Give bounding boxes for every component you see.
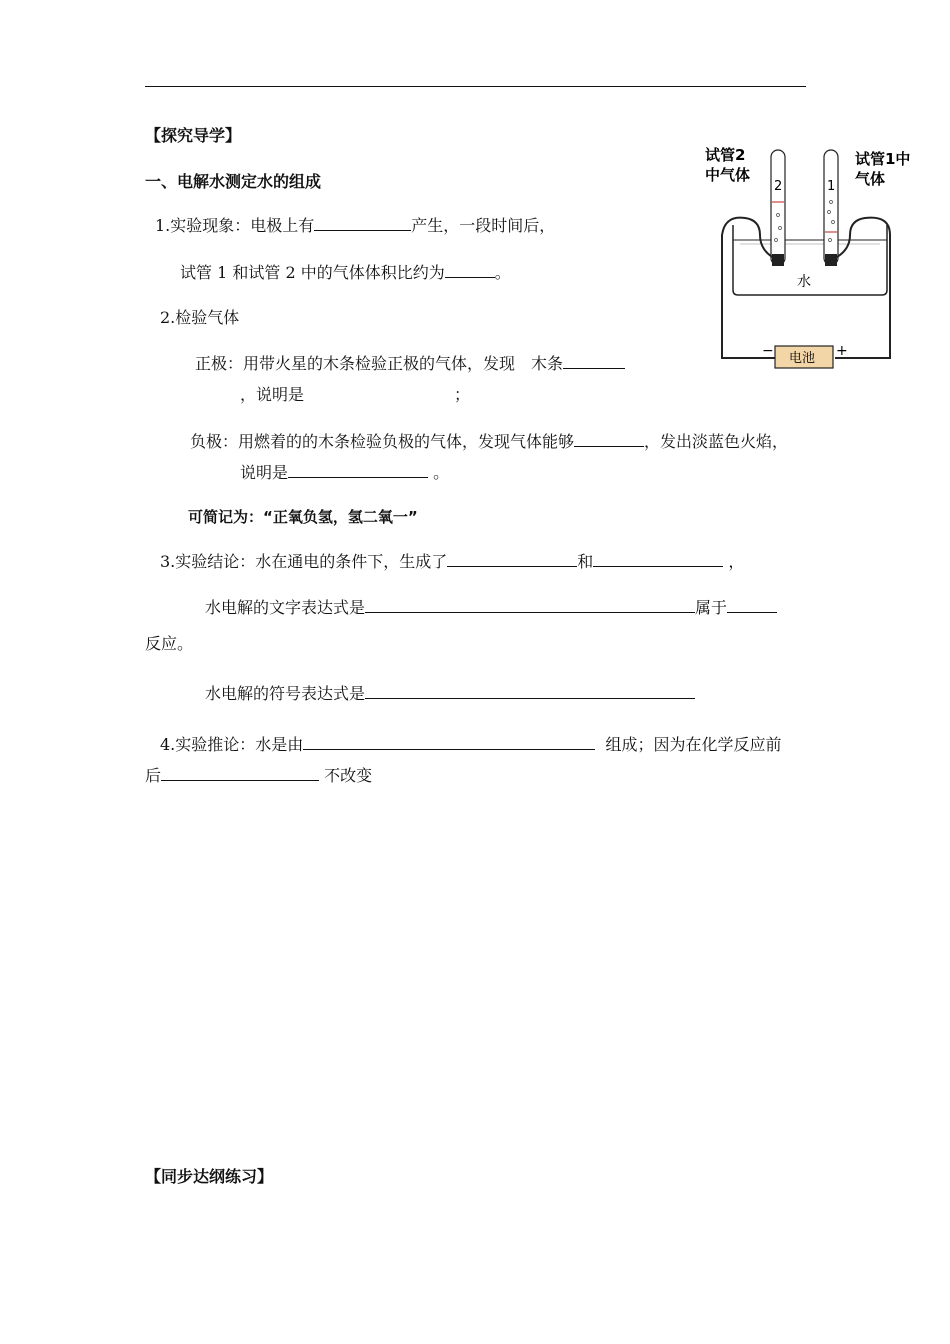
q1-blank-2[interactable] (445, 262, 495, 278)
q4-blank-2[interactable] (161, 765, 319, 781)
tube2-number: 2 (774, 179, 783, 194)
plus-sign: + (836, 343, 848, 359)
q2-title: 2.检验气体 (160, 308, 240, 327)
wire-positive (831, 218, 890, 358)
q2-positive-line: 正极：用带火星的木条检验正极的气体，发现 木条 (195, 353, 625, 374)
q4-line1: 4.实验推论：水是由 组成；因为在化学反应前 (160, 735, 782, 754)
q3-blank-symbol[interactable] (365, 683, 695, 699)
q3-blank-2[interactable] (593, 551, 723, 567)
tube1-label-line1: 试管1中 (855, 150, 911, 168)
q3-line1: 3.实验结论：水在通电的条件下，生成了 和 ， (160, 552, 745, 571)
q1-line1: 1.实验现象：电极上有 产生，一段时间后， (155, 216, 556, 235)
q4-blank-1[interactable] (303, 734, 595, 750)
q2-negative-line: 负极：用燃着的的木条检验负极的气体，发现气体能够 ，发出淡蓝色火焰， (190, 432, 789, 451)
q1-blank-1[interactable] (314, 215, 411, 231)
tube1-label-line2: 气体 (855, 170, 886, 188)
q4-line2: 后 不改变 (145, 766, 373, 785)
q3-blank-word[interactable] (365, 597, 695, 613)
header-rule (145, 86, 806, 87)
electrolysis-diagram (700, 140, 920, 380)
q1-line2: 试管 1 和试管 2 中的气体体积比约为 。 (180, 263, 511, 282)
tube1-number: 1 (827, 179, 836, 194)
tube2-label-line1: 试管2 (705, 146, 746, 164)
tube2-label-line2: 中气体 (705, 166, 751, 184)
q2-blank-neg-1[interactable] (574, 431, 644, 447)
q2-blank-pos-1[interactable] (563, 353, 625, 369)
part1-title: 一、电解水测定水的组成 (145, 172, 322, 191)
q2-positive-line2: ，说明是 ； (240, 385, 471, 404)
tube-2 (771, 150, 785, 265)
battery-label: 电池 (789, 351, 816, 366)
wire-negative (722, 218, 778, 358)
q2-blank-neg-2[interactable] (288, 462, 428, 478)
q2-mnemonic: 可简记为：“正氧负氢，氢二氧一” (188, 508, 418, 526)
practice-title: 【同步达纲练习】 (145, 1167, 274, 1186)
q2-negative-line2: 说明是 。 (240, 463, 450, 482)
q3-blank-1[interactable] (447, 551, 577, 567)
tube-1 (824, 150, 838, 265)
q3-blank-type[interactable] (727, 597, 777, 613)
q3-word-tail: 反应。 (145, 634, 194, 653)
explore-title: 【探究导学】 (145, 126, 242, 145)
q3-symbol-equation: 水电解的符号表达式是 (205, 683, 695, 704)
minus-sign: − (762, 343, 774, 359)
water-label: 水 (797, 274, 811, 290)
q3-word-equation: 水电解的文字表达式是 属于 (205, 597, 777, 618)
